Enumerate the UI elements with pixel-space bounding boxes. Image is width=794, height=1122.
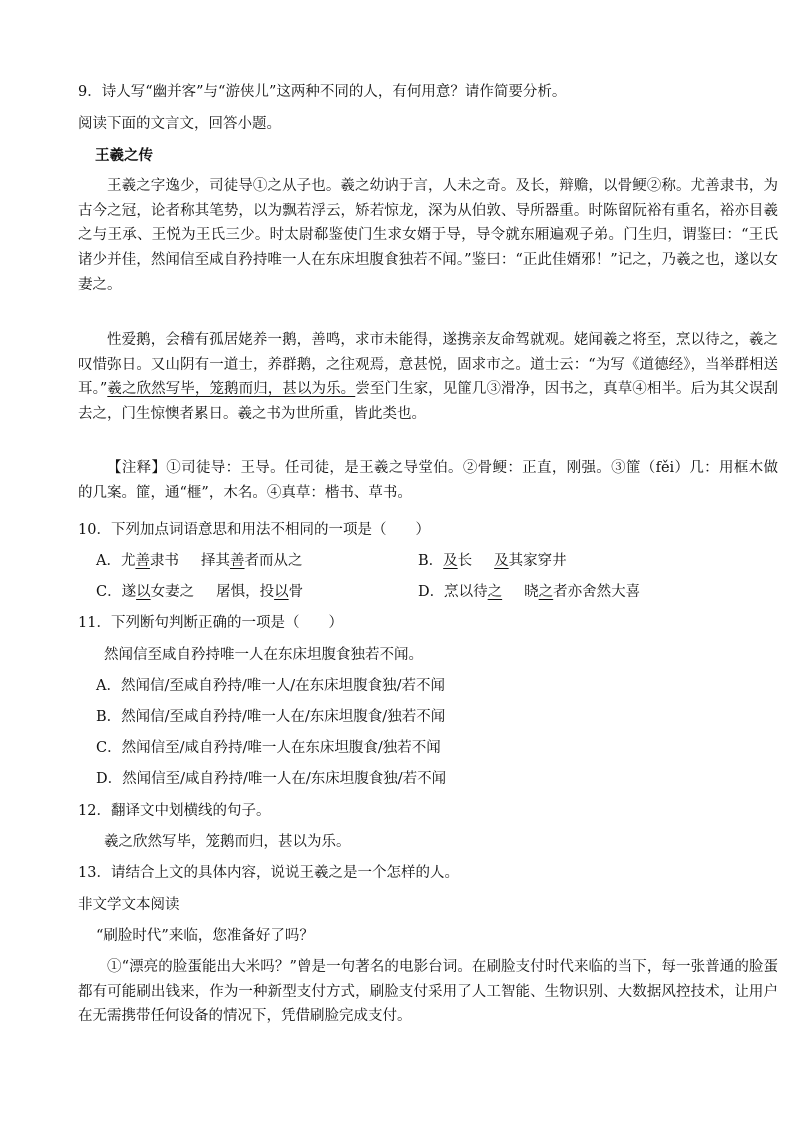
question-10-stem: 10．下列加点词语意思和用法不相同的一项是（ ）: [78, 522, 430, 538]
option-text: 遂: [121, 584, 137, 600]
option-text: 者而从之: [244, 553, 303, 569]
nonliterary-heading: 非文学文本阅读: [78, 897, 180, 913]
dotted-word: 以: [274, 584, 289, 600]
question-11-option-c[interactable]: C．然闻信至/咸自矜持/唯一人在东床坦腹食/独若不闻: [96, 740, 441, 756]
option-letter: B．: [418, 553, 444, 569]
question-11-option-a[interactable]: A．然闻信/至咸自矜持/唯一人/在东床坦腹食独/若不闻: [96, 678, 446, 694]
passage-paragraph-2-text-a: 性爱鹅，会稽有孤居姥养一鹅，善鸣，求市未能得，遂携亲友命驾就观。姥闻羲之将至，烹以待之，羲之叹惜弥日。又山阴有一道士，养群鹅，之往观焉，意甚悦，固求市之。道士云：“为写《道德经》，当举群相送耳。”: [78, 332, 778, 398]
dotted-word: 及: [494, 553, 509, 569]
passage-title: 王羲之传: [95, 148, 153, 164]
reading-instruction: 阅读下面的文言文，回答小题。: [78, 116, 281, 132]
question-10-option-d[interactable]: [418, 580, 640, 605]
question-10-option-c[interactable]: [96, 580, 303, 605]
passage-note: 【注释】①司徒导：王导。任司徒，是王羲之导堂伯。②骨鲠：正直，刚强。③篚（fěi）几：用框木做的几案。篚，通“榧”，木名。④真草：楷书、草书。: [78, 460, 778, 501]
question-11-stem: 11．下列断句判断正确的一项是（ ）: [78, 615, 343, 631]
passage-paragraph-1: [78, 174, 778, 297]
option-text: 女妻之: [150, 584, 195, 600]
option-text: 择其: [200, 553, 230, 569]
option-text: 者亦舍然大喜: [553, 584, 641, 600]
option-letter: D．: [418, 584, 445, 600]
question-11-option-d[interactable]: D．然闻信至/咸自矜持/唯一人在/东床坦腹食独/若不闻: [96, 771, 447, 787]
option-text: 骨: [288, 584, 304, 600]
option-text: 晓: [524, 584, 539, 600]
dotted-word: 以: [136, 584, 151, 600]
passage-paragraph-2: [78, 328, 778, 427]
question-11-option-b[interactable]: B．然闻信/至咸自矜持/唯一人在/东床坦腹食/独若不闻: [96, 709, 446, 725]
option-text: 其家穿井: [508, 553, 567, 569]
question-12-stem: 12．翻译文中划横线的句子。: [78, 803, 271, 819]
nonliterary-paragraph-1: ①“漂亮的脸蛋能出大米吗？”曾是一句著名的电影台词。在刷脸支付时代来临的当下，每一张普通的脸蛋都有可能刷出钱来，作为一种新型支付方式，刷脸支付采用了人工智能、生物识别、大数据风控技术，让用户在无需携带任何设备的情况下，凭借刷脸完成支付。: [78, 959, 778, 1025]
question-11-sentence: 然闻信至咸自矜持唯一人在东床坦腹食独若不闻。: [104, 647, 423, 663]
underlined-sentence: 羲之欣然写毕，笼鹅而归，甚以为乐。: [107, 381, 356, 398]
dotted-word: 之: [487, 584, 503, 600]
question-12-sentence: 羲之欣然写毕，笼鹅而归，甚以为乐。: [104, 834, 351, 850]
dotted-word: 及: [443, 553, 458, 569]
question-10-option-b[interactable]: [418, 549, 567, 574]
option-text: 屠惧，投: [216, 584, 275, 600]
question-9: 9．诗人写“幽并客”与“游侠儿”这两种不同的人，有何用意？请作简要分析。: [78, 84, 567, 100]
dotted-word: 善: [135, 553, 150, 569]
option-text: 尤: [120, 553, 136, 569]
passage-paragraph-1-text: 王羲之字逸少，司徒导①之从子也。羲之幼讷于言，人未之奇。及长，辩赡，以骨鲠②称。尤善隶书，为古今之冠，论者称其笔势，以为飘若浮云，矫若惊龙，深为从伯敦、导所器重。时陈留阮裕有重名，裕亦目羲之与王承、王悦为王氏三少。时太尉郗鉴使门生求女婿于导，导令就东厢遍观子弟。门生归，谓鉴曰：“王氏诸少并佳，然闻信至咸自矜持唯一人在东床坦腹食独若不闻。”鉴曰：“正此佳婿邪！”记之，乃羲之也，遂以女妻之。: [78, 178, 778, 293]
option-text: 长: [457, 553, 473, 569]
dotted-word: 善: [229, 553, 245, 569]
passage-paragraph-2-text-b: 尝至门生家，见篚几③滑净，因书之，真草④相半。后为其父误刮去之，门生惊懊者累日。羲之书为世所重，皆此类也。: [78, 381, 778, 422]
option-text: 烹以待: [444, 584, 488, 600]
nonliterary-title: “刷脸时代”来临，您准备好了吗？: [96, 928, 314, 944]
option-letter: C．: [96, 584, 122, 600]
option-text: 隶书: [149, 553, 179, 569]
dotted-word: 之: [538, 584, 554, 600]
question-13: 13．请结合上文的具体内容，说说王羲之是一个怎样的人。: [78, 865, 459, 881]
option-letter: A．: [96, 553, 121, 569]
question-10-option-a[interactable]: [96, 549, 302, 574]
